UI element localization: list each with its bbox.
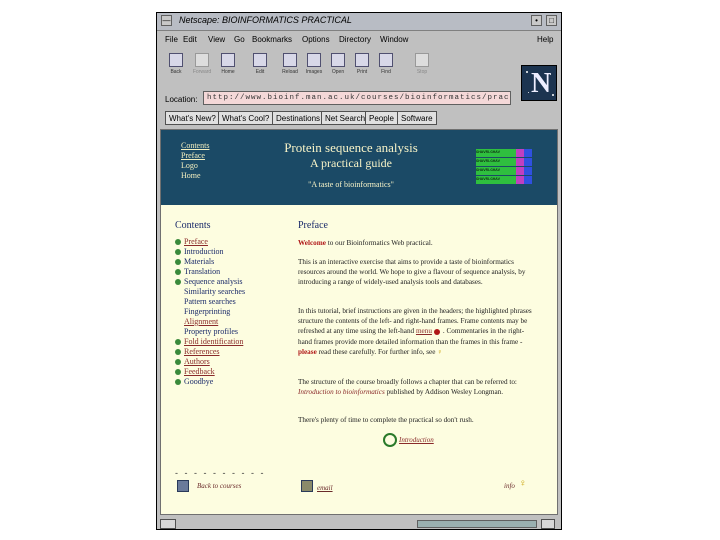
back-button[interactable]: Back xyxy=(163,49,189,83)
book-paragraph: The structure of the course broadly follows a chapter that can be referred to: Introduction to bioinformatics published by Addison Wesley Longman. xyxy=(298,378,517,397)
page-content: Contents Preface Logo Home Protein sequence analysis A practical guide "A taste of bioinformatics" GHAVRLGHAV GHAVRLGHAV GHAVRLGHAV GHAVRLGHAV Contents Preface Introduction Materials Translation Sequence analysis Similarity searches Pattern searches Fingerprinting Alignment Property profiles Fold identification References Authors Feedback Goodbye Preface Welcome to our Bioinformatics Web practical. This is an interactive exercise that aims to provide a taste of bioinformatics resources around the world. We hope to give a flavour of sequence analysis, by introducing a range of widely-used analysis tools and databases. In this tutorial, brief instructions are given in the headers; the highlighted phrases structure the contents of the left- and right-hand frames. Frame contents may be refreshed at any time using the left-hand menu . Commentaries in the right-hand frames provide more detailed information than the frames in this frame - please read these carefully. For further info, see ♀ The structure of the course broadly follows a chapter that can be referred to: Introduction to bioinformatics published by Addison Wesley Longman. There's plenty of time to complete the practical so don't rush. Introduction - - - - - - - - - - Back to courses email info ♀ xyxy=(160,129,558,515)
green-bullet-icon xyxy=(175,349,181,355)
green-bullet-icon xyxy=(175,369,181,375)
find-button[interactable]: Find xyxy=(373,49,399,83)
toc-item-goodbye[interactable]: Goodbye xyxy=(175,377,213,387)
alignment-block xyxy=(516,158,524,166)
location-field[interactable]: http://www.bioinf.man.ac.uk/courses/bioinformatics/prac xyxy=(203,91,511,105)
alignment-block xyxy=(524,176,532,184)
alignment-block xyxy=(516,167,524,175)
close-box-icon[interactable]: — xyxy=(162,16,171,25)
green-bullet-icon xyxy=(175,279,181,285)
welcome-paragraph: Welcome to our Bioinformatics Web practical. xyxy=(298,239,433,247)
alignment-block xyxy=(524,149,532,157)
alignment-row: GHAVRLGHAV xyxy=(476,167,516,175)
stop-button[interactable]: Stop xyxy=(409,49,435,83)
nav-contents-link[interactable]: Contents xyxy=(181,141,210,150)
toc-item-materials[interactable]: Materials xyxy=(175,257,214,267)
red-bullet-icon xyxy=(434,329,440,335)
instructions-paragraph: In this tutorial, brief instructions are given in the headers; the highlighted phrases structure the contents of the left- and right-hand frames. Frame contents may be refreshed at any time using the left-hand menu . Commentaries in the right-hand frames provide more detailed information than the frames in this frame - please read these carefully. For further info, see ♀ xyxy=(298,307,532,356)
toc-item-translation[interactable]: Translation xyxy=(175,267,220,277)
software-button[interactable]: Software xyxy=(397,111,437,125)
window-title: Netscape: BIOINFORMATICS PRACTICAL xyxy=(179,15,352,25)
closing-paragraph: There's plenty of time to complete the practical so don't rush. xyxy=(298,416,474,424)
alignment-block xyxy=(524,158,532,166)
toc-item-feedback[interactable]: Feedback xyxy=(175,367,215,377)
green-bullet-icon xyxy=(175,379,181,385)
toc-item-fold-identification[interactable]: Fold identification xyxy=(175,337,243,347)
menu-edit[interactable]: Edit xyxy=(183,35,197,44)
toc-item-preface[interactable]: Preface xyxy=(175,237,208,247)
back-courses-icon[interactable] xyxy=(177,480,189,492)
star xyxy=(552,94,554,96)
status-bar xyxy=(157,518,561,530)
menu-bookmarks[interactable]: Bookmarks xyxy=(252,35,293,44)
reload-icon xyxy=(283,53,297,67)
collapse-box-icon[interactable]: □ xyxy=(546,15,557,26)
people-button[interactable]: People xyxy=(365,111,398,125)
security-key-icon[interactable] xyxy=(160,519,176,529)
back-to-courses-link[interactable]: Back to courses xyxy=(197,482,242,490)
contents-heading: Contents xyxy=(175,220,211,231)
menu-go[interactable]: Go xyxy=(234,35,245,44)
preface-heading: Preface xyxy=(298,220,328,231)
star xyxy=(528,92,529,93)
netscape-logo-icon[interactable] xyxy=(521,65,557,101)
forward-arrow-icon xyxy=(195,53,209,67)
alignment-row: GHAVRLGHAV xyxy=(476,176,516,184)
find-icon xyxy=(379,53,393,67)
destinations-button[interactable]: Destinations xyxy=(272,111,324,125)
stop-icon xyxy=(415,53,429,67)
browser-window xyxy=(156,12,562,530)
print-icon xyxy=(355,53,369,67)
menu-link[interactable]: menu xyxy=(415,327,432,336)
print-button[interactable]: Print xyxy=(349,49,375,83)
images-icon xyxy=(307,53,321,67)
menu-help[interactable]: Help xyxy=(537,35,554,44)
green-bullet-icon xyxy=(175,259,181,265)
whats-new-button[interactable]: What's New? xyxy=(165,111,220,125)
star xyxy=(526,71,528,73)
green-bullet-icon xyxy=(175,249,181,255)
alignment-row: GHAVRLGHAV xyxy=(476,158,516,166)
toc-sub-alignment[interactable]: Alignment xyxy=(184,317,219,326)
edit-button[interactable]: Edit xyxy=(247,49,273,83)
sequence-alignment-logo xyxy=(476,149,532,189)
reload-button[interactable]: Reload xyxy=(277,49,303,83)
alignment-block xyxy=(516,176,524,184)
toc-sub-fingerprinting[interactable]: Fingerprinting xyxy=(184,307,231,316)
open-icon xyxy=(331,53,345,67)
banner-title: Protein sequence analysis xyxy=(284,140,418,155)
images-button[interactable]: Images xyxy=(301,49,327,83)
dashed-separator: - - - - - - - - - - xyxy=(175,468,266,478)
menu-view[interactable]: View xyxy=(208,35,226,44)
info-link[interactable]: info xyxy=(504,482,515,490)
menu-window[interactable]: Window xyxy=(380,35,409,44)
toolbar xyxy=(159,49,559,87)
netscape-n-letter: N xyxy=(531,68,552,99)
whats-cool-button[interactable]: What's Cool? xyxy=(218,111,273,125)
banner xyxy=(161,130,558,205)
home-icon xyxy=(221,53,235,67)
toc-sub-similarity-searches[interactable]: Similarity searches xyxy=(184,287,246,296)
email-icon[interactable] xyxy=(301,480,313,492)
net-search-button[interactable]: Net Search xyxy=(321,111,369,125)
toc-sub-pattern-searches[interactable]: Pattern searches xyxy=(184,297,236,306)
open-button[interactable]: Open xyxy=(325,49,351,83)
mail-icon[interactable] xyxy=(541,519,555,529)
intro-paragraph: This is an interactive exercise that aims to provide a taste of bioinformatics resources around the world. We hope to give a flavour of sequence analysis, by introducing a range of widely-used analysis tools and databases. xyxy=(298,258,526,287)
nav-logo-link[interactable]: Logo xyxy=(181,161,198,170)
green-bullet-icon xyxy=(175,239,181,245)
forward-button[interactable]: Forward xyxy=(189,49,215,83)
toc-item-sequence-analysis[interactable]: Sequence analysis xyxy=(175,277,242,287)
banner-subtitle: A practical guide xyxy=(310,156,392,170)
alignment-block xyxy=(516,149,524,157)
alignment-block xyxy=(524,167,532,175)
zoom-box-icon[interactable]: • xyxy=(531,15,542,26)
email-link[interactable]: email xyxy=(317,484,333,492)
menu-directory[interactable]: Directory xyxy=(339,35,372,44)
home-button[interactable]: Home xyxy=(215,49,241,83)
toc-sub-property-profiles[interactable]: Property profiles xyxy=(184,327,238,336)
green-bullet-icon xyxy=(175,339,181,345)
banner-tagline: "A taste of bioinformatics" xyxy=(308,180,394,189)
toc-item-authors[interactable]: Authors xyxy=(175,357,210,367)
green-bullet-icon xyxy=(175,269,181,275)
alignment-row: GHAVRLGHAV xyxy=(476,149,516,157)
book-title-link[interactable]: Introduction to bioinformatics xyxy=(298,388,385,397)
nav-preface-link[interactable]: Preface xyxy=(181,151,205,160)
info-bulb-icon[interactable]: ♀ xyxy=(519,478,527,489)
progress-field xyxy=(417,520,537,528)
menu-file[interactable]: File xyxy=(165,35,178,44)
toc-item-introduction[interactable]: Introduction xyxy=(175,247,224,257)
edit-icon xyxy=(253,53,267,67)
menu-bar xyxy=(157,31,561,47)
toc-item-references[interactable]: References xyxy=(175,347,220,357)
green-swirl-icon xyxy=(383,433,397,447)
back-arrow-icon xyxy=(169,53,183,67)
title-bar[interactable] xyxy=(157,13,561,31)
nav-home-link[interactable]: Home xyxy=(181,171,201,180)
menu-options[interactable]: Options xyxy=(302,35,330,44)
green-bullet-icon xyxy=(175,359,181,365)
info-bulb-icon[interactable]: ♀ xyxy=(437,347,443,356)
location-label: Location: xyxy=(165,95,198,104)
